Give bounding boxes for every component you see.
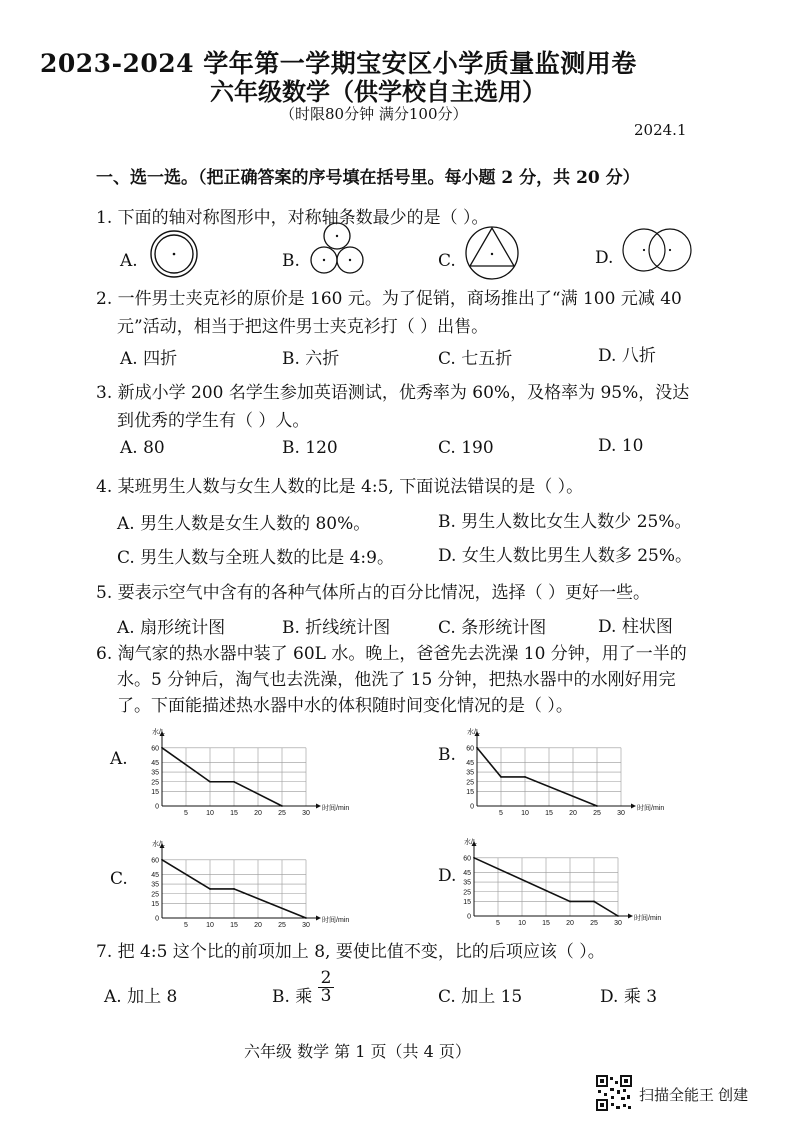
page-footer: 六年级 数学 第 1 页（共 4 页） [244,1042,471,1061]
y-tick-label: 45 [466,759,474,767]
x-tick-label: 15 [542,920,550,927]
y-tick-label: 15 [151,900,159,908]
y-tick-label: 45 [463,869,471,877]
question-6-line-1: 6. 淘气家的热水器中装了 60L 水。晚上，爸爸先去洗澡 10 分钟，用了一半的 [96,644,687,664]
q6-option-b-label: B. [438,745,456,765]
q3-option-a: A. 80 [120,438,165,458]
x-tick-label: 5 [184,810,188,817]
data-point [500,776,502,778]
q1-option-c-label: C. [438,251,456,271]
x-tick-label: 20 [254,810,262,817]
x-tick-label: 5 [184,922,188,929]
question-4-stem: 4. 某班男生人数与女生人数的比是 4:5, 下面说法错误的是（ ）。 [96,477,584,497]
x-tick-label: 15 [545,810,553,817]
x-tick-label: 5 [496,920,500,927]
q6-option-c-label: C. [110,869,128,889]
question-3-line-1: 3. 新成小学 200 名学生参加英语测试，优秀率为 60%，及格率为 95%，没达 [96,383,690,403]
y-tick-label: 60 [151,857,159,865]
exam-info: （时限80分钟 满分100分） [280,105,468,123]
q6-option-a-label: A. [110,749,128,769]
series-line [477,748,597,806]
q6-chart-a [140,728,350,823]
series-line [162,748,282,806]
y-tick-label: 0 [155,915,159,923]
q7-fraction-denominator: 3 [320,986,332,1006]
q3-option-c: C. 190 [438,438,494,458]
y-tick-label: 15 [466,788,474,796]
x-tick-label: 25 [278,810,286,817]
y-tick-label: 15 [463,898,471,906]
question-2-line-1: 2. 一件男士夹克衫的原价是 160 元。为了促销，商场推出了“满 100 元减 40 [96,289,682,309]
exam-title: 2023-2024 学年第一学期宝安区小学质量监测用卷 [40,49,637,78]
x-axis-label: 时间/min [322,917,350,924]
x-axis-arrow [316,804,321,809]
q1-option-d-label: D. [595,248,614,268]
x-axis-label: 时间/min [634,915,662,922]
y-tick-label: 35 [463,879,471,887]
y-tick-label: 25 [151,779,159,787]
q4-option-a: A. 男生人数是女生人数的 80%。 [117,514,371,534]
data-point [305,917,307,919]
q7-fraction-numerator: 2 [318,970,334,988]
q1-figure-d-two-circles [616,226,698,274]
question-2-line-2: 元”活动，相当于把这件男士夹克衫打（ ）出售。 [117,317,489,337]
x-tick-label: 20 [254,922,262,929]
q1-figure-c-triangle-in-circle [462,224,522,282]
q7-option-b: B. 乘 [272,987,313,1007]
q5-option-c: C. 条形统计图 [438,618,547,638]
y-axis-label: 水/L [152,729,165,736]
section-heading: 一、选一选。（把正确答案的序号填在括号里。每小题 2 分，共 20 分） [96,168,640,188]
x-tick-label: 15 [230,922,238,929]
y-tick-label: 25 [151,891,159,899]
q2-option-b: B. 六折 [282,349,340,369]
q1-figure-b-three-circles [304,220,370,280]
data-point [161,859,163,861]
scanner-brand-text: 扫描全能王 创建 [639,1087,749,1104]
q2-option-a: A. 四折 [120,349,178,369]
x-tick-label: 10 [206,922,214,929]
y-tick-label: 0 [467,913,471,921]
y-tick-label: 0 [155,803,159,811]
y-axis-label: 水/L [464,839,477,846]
x-tick-label: 30 [614,920,622,927]
x-tick-label: 30 [617,810,625,817]
y-tick-label: 60 [463,855,471,863]
question-1-stem: 1. 下面的轴对称图形中，对称轴条数最少的是（ ）。 [96,208,489,228]
data-point [233,781,235,783]
q6-chart-b [455,728,665,823]
x-tick-label: 30 [302,810,310,817]
q3-option-d: D. 10 [598,436,644,456]
x-tick-label: 10 [521,810,529,817]
y-tick-label: 35 [466,769,474,777]
question-6-line-2: 水。5 分钟后，淘气也去洗澡，他洗了 15 分钟，把热水器中的水刚好用完 [117,670,676,690]
q3-option-b: B. 120 [282,438,338,458]
question-7-stem: 7. 把 4:5 这个比的前项加上 8, 要使比值不变，比的后项应该（ ）。 [96,942,605,962]
y-tick-label: 35 [151,881,159,889]
x-axis-arrow [628,914,633,919]
q7-option-a: A. 加上 8 [104,987,178,1007]
q4-option-c: C. 男生人数与全班人数的比是 4:9。 [117,548,394,568]
y-tick-label: 45 [151,759,159,767]
x-tick-label: 20 [566,920,574,927]
question-5-stem: 5. 要表示空气中含有的各种气体所占的百分比情况，选择（ ）更好一些。 [96,583,651,603]
x-tick-label: 25 [593,810,601,817]
q2-option-d: D. 八折 [598,346,656,366]
data-point [476,747,478,749]
y-tick-label: 0 [470,803,474,811]
x-tick-label: 20 [569,810,577,817]
q7-option-d: D. 乘 3 [600,987,658,1007]
x-tick-label: 25 [590,920,598,927]
q7-fraction [318,970,334,1005]
q2-option-c: C. 七五折 [438,349,513,369]
data-point [473,857,475,859]
q6-chart-c [140,840,350,935]
qr-code-icon [596,1075,632,1111]
y-axis-label: 水/L [467,729,480,736]
y-tick-label: 45 [151,871,159,879]
x-tick-label: 15 [230,810,238,817]
data-point [281,805,283,807]
q4-option-b: B. 男生人数比女生人数少 25%。 [438,512,692,532]
y-axis-label: 水/L [152,841,165,848]
y-tick-label: 35 [151,769,159,777]
q6-option-d-label: D. [438,866,457,886]
data-point [617,915,619,917]
x-axis-arrow [631,804,636,809]
x-axis-label: 时间/min [637,805,665,812]
q1-option-b-label: B. [282,251,300,271]
q5-option-d: D. 柱状图 [598,617,673,637]
x-tick-label: 10 [518,920,526,927]
data-point [209,781,211,783]
x-tick-label: 25 [278,922,286,929]
data-point [593,901,595,903]
question-3-line-2: 到优秀的学生有（ ）人。 [117,411,310,431]
x-axis-label: 时间/min [322,805,350,812]
q1-option-a-label: A. [120,251,138,271]
data-point [524,776,526,778]
y-tick-label: 15 [151,788,159,796]
data-point [569,901,571,903]
exam-date: 2024.1 [634,121,687,139]
data-point [161,747,163,749]
q5-option-b: B. 折线统计图 [282,618,391,638]
y-tick-label: 25 [463,889,471,897]
x-tick-label: 10 [206,810,214,817]
q7-option-c: C. 加上 15 [438,987,523,1007]
data-point [209,888,211,890]
y-tick-label: 60 [466,745,474,753]
exam-subtitle: 六年级数学（供学校自主选用） [210,77,546,106]
question-6-line-3: 了。下面能描述热水器中水的体积随时间变化情况的是（ ）。 [117,696,573,716]
q5-option-a: A. 扇形统计图 [117,618,226,638]
y-tick-label: 25 [466,779,474,787]
x-tick-label: 5 [499,810,503,817]
y-tick-label: 60 [151,745,159,753]
data-point [233,888,235,890]
x-axis-arrow [316,916,321,921]
q6-chart-d [452,838,662,933]
q4-option-d: D. 女生人数比男生人数多 25%。 [438,546,693,566]
q1-figure-a-concentric-circles [148,228,200,280]
data-point [596,805,598,807]
x-tick-label: 30 [302,922,310,929]
